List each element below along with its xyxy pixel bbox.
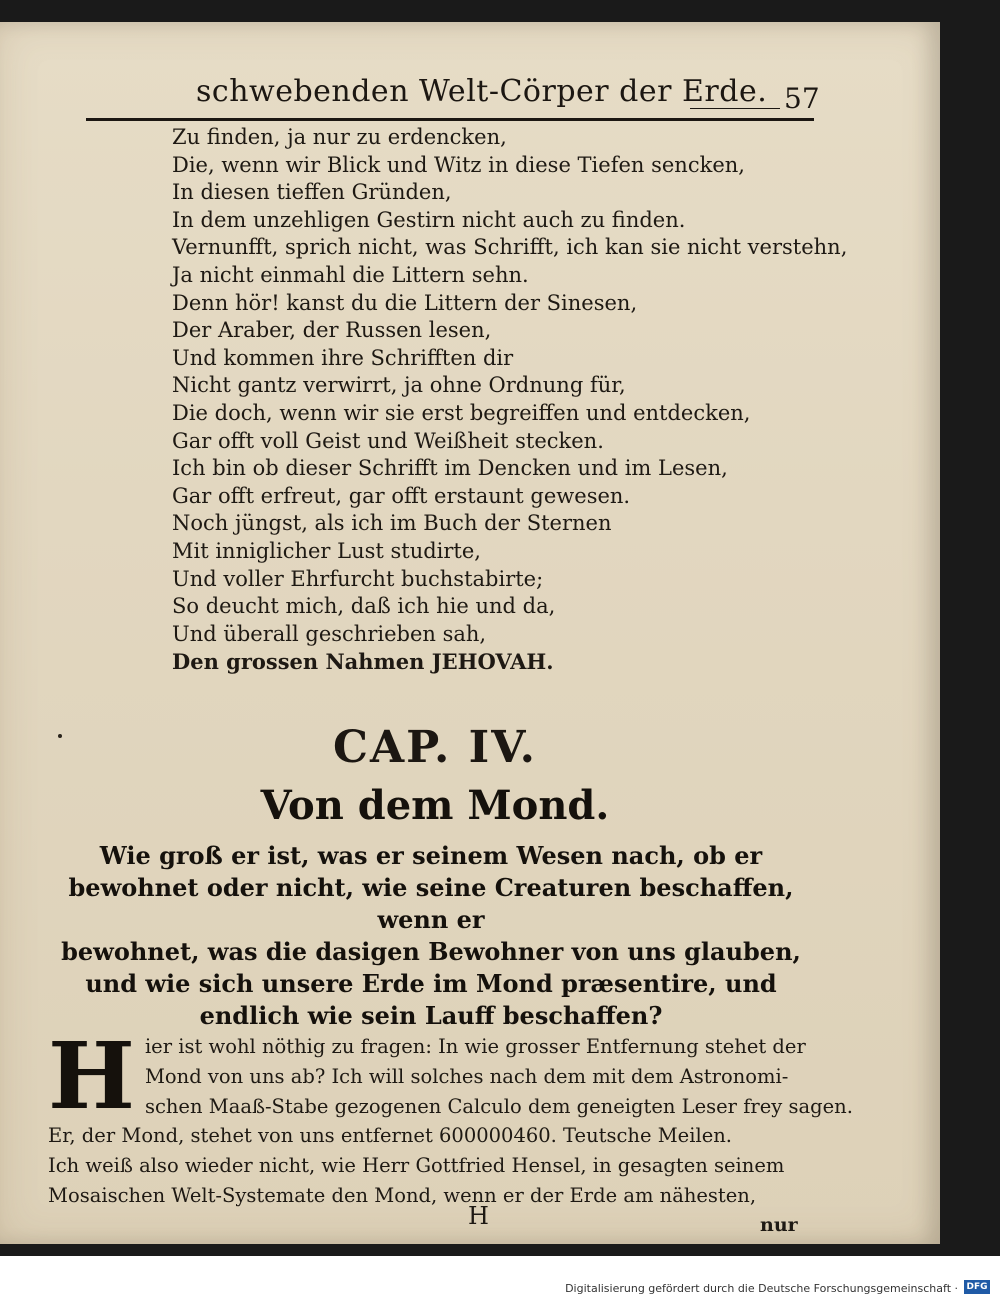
poem-line: Noch jüngst, als ich im Buch der Sternen — [172, 511, 612, 536]
poem — [172, 124, 848, 676]
drop-cap: H — [48, 1022, 135, 1130]
poem-line: In dem unzehligen Gestirn nicht auch zu finden. — [172, 207, 686, 232]
poem-line: Die doch, wenn wir sie erst begreiffen und entdecken, — [172, 400, 751, 425]
header-short-rule — [690, 108, 780, 109]
poem-line: Gar offt voll Geist und Weißheit stecken. — [172, 428, 604, 453]
header-rule — [86, 118, 814, 121]
body-paragraph — [48, 1022, 853, 1211]
summary-line: endlich wie sein Lauff beschaffen? — [199, 1001, 663, 1030]
poem-line: Und voller Ehrfurcht buchstabirte; — [172, 566, 544, 591]
poem-line: Und kommen ihre Schrifften dir — [172, 345, 514, 370]
footer-credit: Digitalisierung gefördert durch die Deutsche Forschungsgemeinschaft · — [565, 1282, 958, 1295]
running-head: schwebenden Welt-Cörper der Erde. — [196, 74, 768, 109]
digitization-footer — [0, 1256, 1000, 1299]
summary-line: Wie groß er ist, was er seinem Wesen nach, ob er — [99, 841, 763, 870]
poem-line: Nicht gantz verwirrt, ja ohne Ordnung für, — [172, 373, 626, 398]
chapter-summary — [56, 840, 806, 1032]
body-line: Mond von uns ab? Ich will solches nach dem mit dem Astronomi- — [144, 1064, 789, 1088]
poem-line: Der Araber, der Russen lesen, — [172, 318, 492, 343]
body-line: Ich weiß also wieder nicht, wie Herr Gottfried Hensel, in gesagten seinem — [48, 1154, 785, 1178]
chapter-title: Von dem Mond. — [260, 782, 610, 829]
poem-line: Ich bin ob dieser Schrifft im Dencken und im Lesen, — [172, 456, 728, 481]
dfg-logo: DFG — [964, 1280, 990, 1294]
poem-line: In diesen tieffen Gründen, — [172, 180, 452, 205]
body-line: ier ist wohl nöthig zu fragen: In wie grosser Entfernung stehet der — [144, 1035, 806, 1058]
poem-line: Vernunfft, sprich nicht, was Schrifft, ich kan sie nicht verstehn, — [172, 235, 848, 260]
poem-line: Ja nicht einmahl die Littern sehn. — [172, 262, 529, 287]
poem-line: Und überall geschrieben sah, — [172, 621, 487, 646]
chapter-number: CAP. IV. — [333, 722, 537, 773]
poem-line: Die, wenn wir Blick und Witz in diese Tiefen sencken, — [172, 152, 745, 177]
summary-line: bewohnet oder nicht, wie seine Creaturen beschaffen, wenn er — [68, 873, 794, 934]
summary-line: bewohnet, was die dasigen Bewohner von uns glauben, — [61, 937, 801, 966]
poem-line: Zu finden, ja nur zu erdencken, — [172, 125, 507, 149]
body-line: Mosaischen Welt-Systemate den Mond, wenn er der Erde am nähesten, — [48, 1183, 757, 1207]
poem-line-final: Den grossen Nahmen JEHOVAH. — [172, 649, 554, 675]
poem-line: Mit inniglicher Lust studirte, — [172, 538, 481, 563]
poem-line: So deucht mich, daß ich hie und da, — [172, 594, 556, 619]
poem-line: Gar offt erfreut, gar offt erstaunt gewesen. — [172, 483, 631, 508]
summary-line: und wie sich unsere Erde im Mond præsentire, und — [85, 969, 777, 998]
body-line: schen Maaß-Stabe gezogenen Calculo dem geneigten Leser frey sagen. — [144, 1094, 853, 1118]
poem-line: Denn hör! kanst du die Littern der Sinesen, — [172, 290, 638, 315]
body-line: Er, der Mond, stehet von uns entfernet 600000460. Teutsche Meilen. — [48, 1124, 732, 1148]
signature-mark: H — [468, 1202, 489, 1230]
catchword: nur — [760, 1214, 798, 1236]
page-number: 57 — [784, 82, 820, 115]
book-page — [0, 22, 940, 1244]
